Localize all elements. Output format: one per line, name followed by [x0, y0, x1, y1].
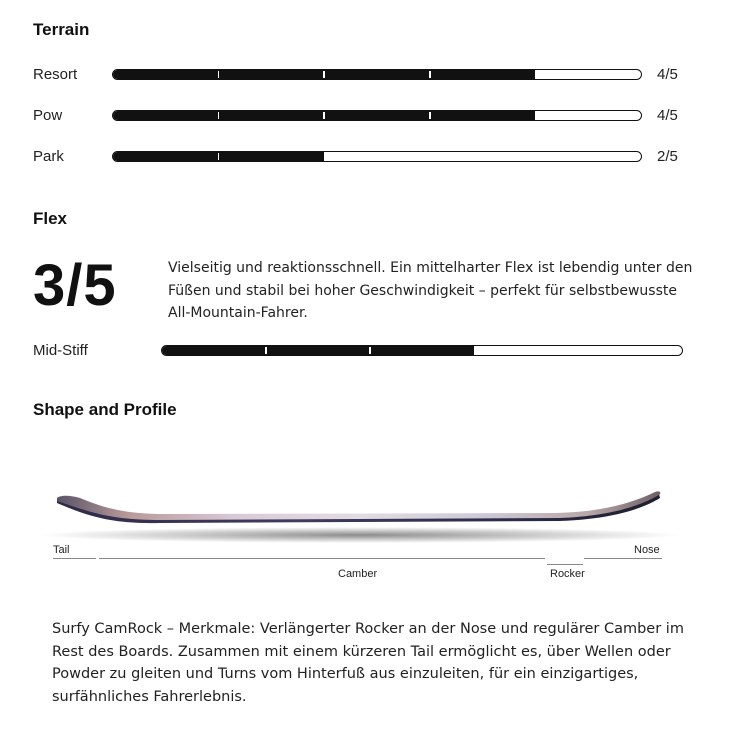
board-topsheet — [57, 491, 660, 520]
terrain-meter-resort — [112, 69, 642, 80]
meter-segment-divider — [429, 112, 431, 119]
flex-score: 3/5 — [33, 253, 117, 318]
terrain-meter-pow — [112, 110, 642, 121]
terrain-label-resort: Resort — [33, 66, 78, 83]
meter-fill — [162, 346, 474, 355]
rocker-line — [547, 564, 583, 565]
flex-description: Vielseitig und reaktionsschnell. Ein mittelharter Flex ist lebendig unter den Füßen und stabil bei hoher Geschwindigkeit – perfekt für selbstbewusste All-Mountain-Fahrer. — [168, 260, 693, 321]
tail-line — [53, 558, 96, 559]
terrain-value-pow: 4/5 — [657, 107, 678, 124]
terrain-row-resort — [0, 64, 733, 86]
meter-segment-divider — [323, 71, 325, 78]
snowboard-profile-image — [0, 484, 733, 554]
nose-line — [584, 558, 662, 559]
flex-label: Mid-Stiff — [33, 342, 88, 359]
flex-heading: Flex — [33, 209, 68, 228]
meter-segment-divider — [218, 153, 220, 160]
flex-meter-row — [0, 345, 733, 357]
meter-segment-divider — [323, 112, 325, 119]
terrain-meter-park — [112, 151, 642, 162]
terrain-row-park — [0, 146, 733, 168]
terrain-value-park: 2/5 — [657, 148, 678, 165]
meter-segment-divider — [429, 71, 431, 78]
terrain-row-pow — [0, 105, 733, 127]
terrain-value-resort: 4/5 — [657, 66, 678, 83]
meter-segment-divider — [369, 347, 371, 354]
profile-label-camber: Camber — [338, 568, 378, 580]
flex-meter — [161, 345, 683, 356]
profile-label-tail: Tail — [53, 544, 70, 556]
terrain-label-pow: Pow — [33, 107, 63, 124]
profile-description: Surfy CamRock – Merkmale: Verlängerter Rocker an der Nose und regulärer Camber im Rest des Boards. Zusammen mit einem kürzeren Tail ermöglicht es, über Wellen oder Powder zu gleiten und Turns vom Hinterfuß aus einzuleiten, für ein einzigartiges, surfähnliches Fahrerlebnis. — [52, 621, 684, 705]
terrain-label-park: Park — [33, 148, 64, 165]
meter-segment-divider — [218, 112, 220, 119]
board-shadow — [40, 527, 680, 543]
shape-heading: Shape and Profile — [33, 400, 177, 419]
profile-label-nose: Nose — [634, 544, 660, 556]
meter-segment-divider — [218, 71, 220, 78]
profile-label-rocker: Rocker — [550, 568, 585, 580]
camber-line — [99, 558, 545, 559]
meter-segment-divider — [265, 347, 267, 354]
terrain-heading: Terrain — [33, 20, 90, 39]
